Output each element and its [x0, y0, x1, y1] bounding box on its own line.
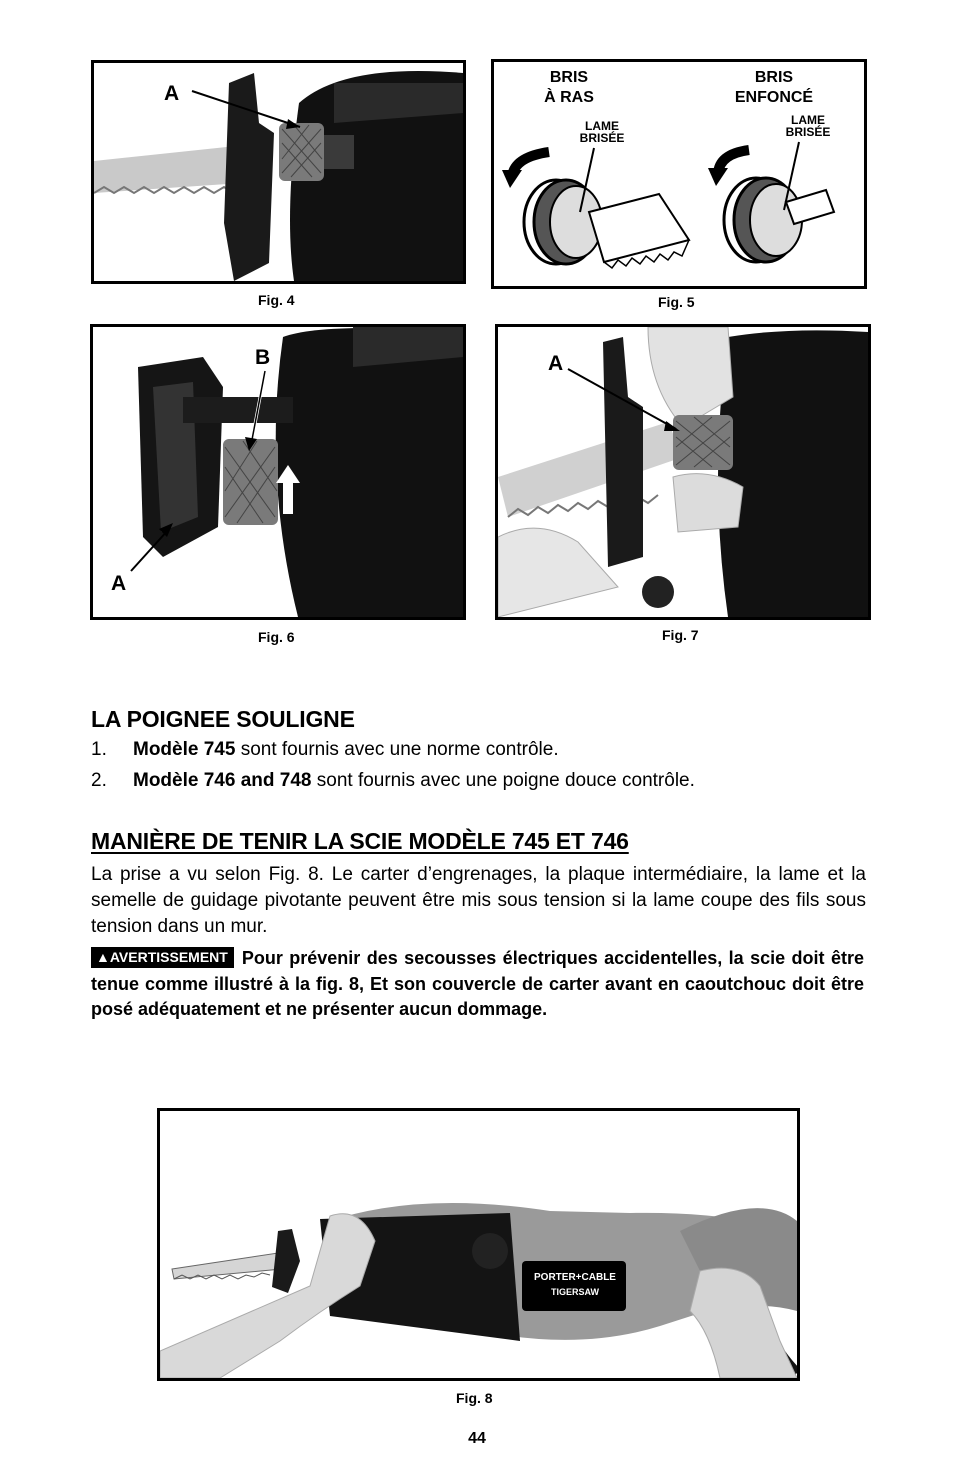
list-item-text: sont fournis avec une norme contrôle. — [235, 739, 559, 760]
list-item — [91, 739, 871, 761]
fig5-left-sub-line2: BRISÉE — [579, 131, 625, 145]
section-heading-maniere: MANIÈRE DE TENIR LA SCIE MODÈLE 745 ET 746 — [91, 828, 629, 854]
figure-6 — [90, 324, 466, 620]
fig5-left-sub-line1: LAME — [585, 119, 619, 133]
warning-badge — [91, 947, 234, 968]
fig5-right-title-line1: BRIS — [754, 69, 794, 86]
fig5-right-title-line2: ENFONCÉ — [734, 89, 814, 106]
fig7-label-a: A — [548, 352, 564, 375]
fig8-caption: Fig. 8 — [456, 1390, 493, 1406]
list-item-model: Modèle 746 and 748 — [133, 770, 312, 791]
fig6-caption: Fig. 6 — [258, 629, 295, 645]
figure-7 — [495, 324, 871, 620]
fig5-left-title-line1: BRIS — [549, 69, 589, 86]
fig8-brand-line2: TIGERSAW — [550, 1287, 599, 1297]
page-number: 44 — [468, 1430, 486, 1447]
fig8-brand-line1: PORTER+CABLE — [534, 1272, 616, 1283]
fig8-brand-plate — [530, 1271, 620, 1299]
section-heading-poignee: LA POIGNEE SOULIGNE — [91, 706, 355, 732]
figure-8 — [157, 1108, 800, 1381]
fig4-label-a: A — [164, 82, 180, 105]
fig8-saw-photo-illustration — [160, 1111, 797, 1378]
list-item-text: sont fournis avec une poigne douce contrôle. — [311, 770, 695, 791]
fig5-caption: Fig. 5 — [658, 294, 695, 310]
warning-triangle-icon: ▲ — [96, 949, 110, 965]
fig5-left-sub — [570, 120, 634, 144]
fig4-caption: Fig. 4 — [258, 292, 295, 308]
fig6-saw-illustration — [93, 327, 463, 617]
fig7-caption: Fig. 7 — [662, 627, 699, 643]
fig6-label-b: B — [255, 346, 271, 369]
fig4-saw-illustration — [94, 63, 463, 281]
warning-badge-label: AVERTISSEMENT — [109, 949, 228, 965]
figure-4 — [91, 60, 466, 284]
list-item-model: Modèle 745 — [133, 739, 236, 760]
list-item-number: 2. — [91, 770, 107, 791]
fig5-left-title-line2: À RAS — [544, 89, 594, 106]
warning-paragraph — [91, 946, 864, 1023]
holding-instructions-paragraph: La prise a vu selon Fig. 8. Le carter d’engrenages, la plaque intermédiaire, la lame et la semelle de guidage pivotante peuvent être mis sous tension si la lame coupe des fils sous tension dans un mur. — [91, 864, 866, 937]
fig5-right-sub — [776, 114, 840, 138]
figure-5 — [491, 59, 867, 289]
fig5-right-sub-line1: LAME — [791, 113, 825, 127]
list-item — [91, 770, 871, 792]
fig5-right-title — [724, 68, 824, 108]
warning-text: Pour prévenir des secousses électriques accidentelles, la scie doit être tenue comme illustré à la fig. 8, Et son couvercle de carter avant en caoutchouc doit être posé adéquatement et ne présenter aucun dommage. — [91, 948, 864, 1019]
fig5-left-title — [524, 68, 614, 108]
fig5-right-sub-line2: BRISÉE — [785, 125, 831, 139]
list-item-number: 1. — [91, 739, 107, 760]
fig6-label-a: A — [111, 572, 127, 595]
